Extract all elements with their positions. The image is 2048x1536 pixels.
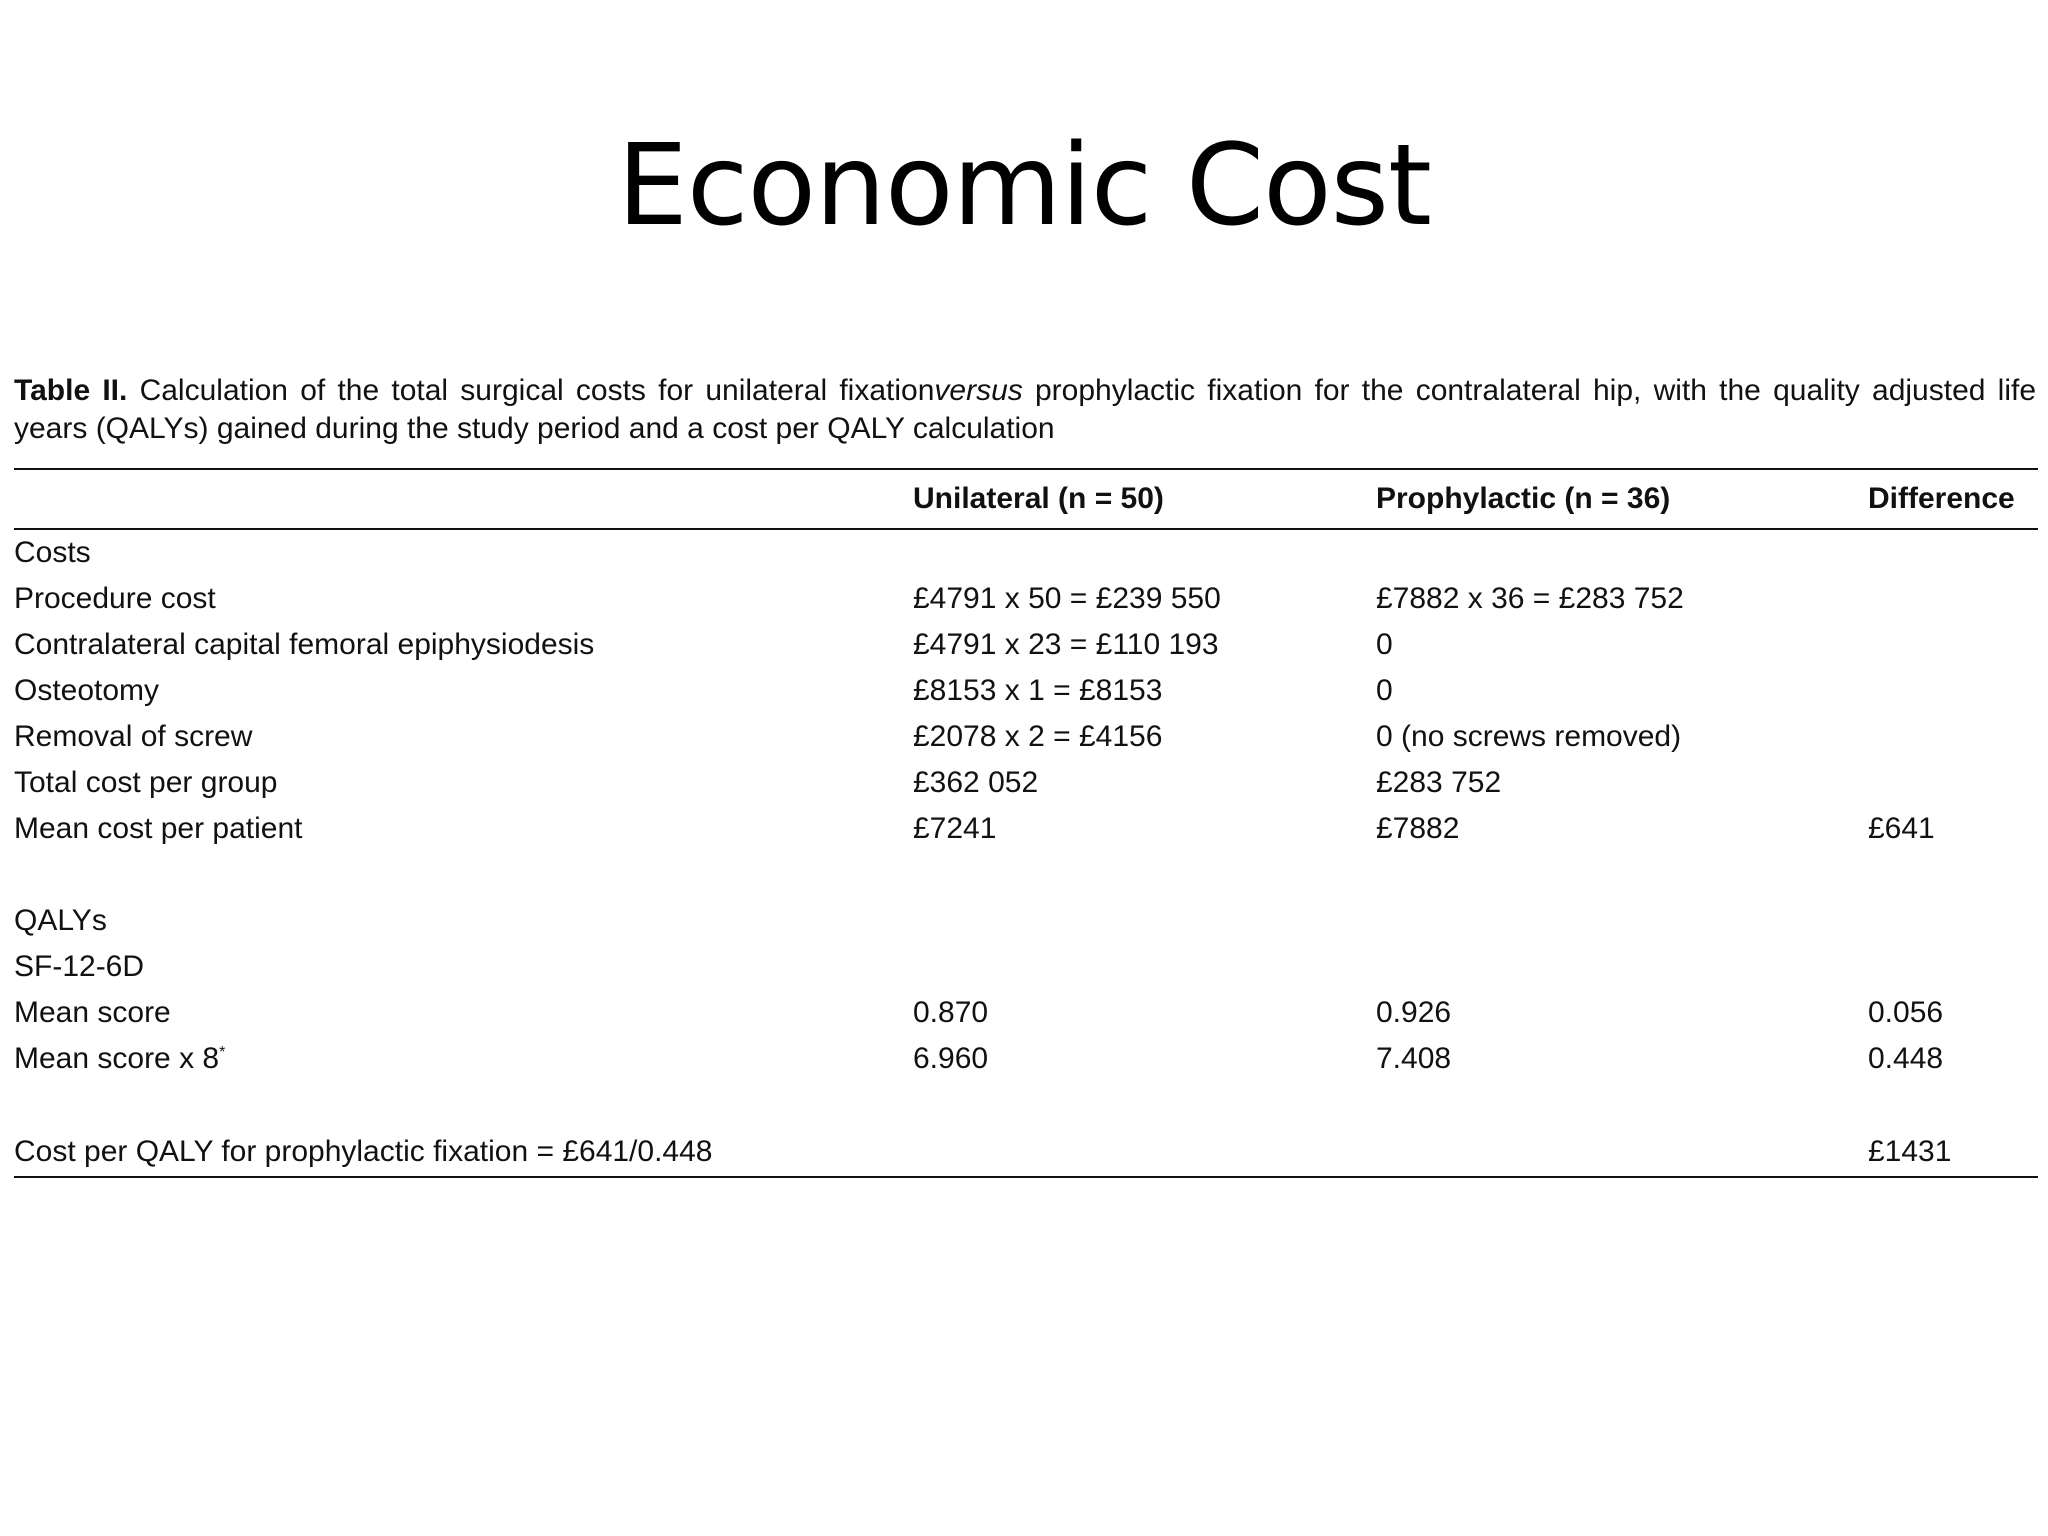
cell-difference — [1868, 1082, 2038, 1128]
table-row — [14, 529, 2038, 576]
cell-label: Contralateral capital femoral epiphysiodesis — [14, 628, 595, 661]
cell-prophylactic — [1376, 1082, 1868, 1128]
cell-difference — [1868, 714, 2038, 760]
table-row — [14, 806, 2038, 852]
table-spacer-row — [14, 852, 2038, 898]
cell-unilateral — [913, 1082, 1376, 1128]
cell-label: Cost per QALY for prophylactic fixation = £641/0.448 — [14, 1135, 713, 1168]
cell-difference — [1868, 760, 2038, 806]
table-row — [14, 576, 2038, 622]
table-row — [14, 760, 2038, 806]
cell-difference — [1868, 622, 2038, 668]
cell-label: SF-12-6D — [14, 950, 145, 983]
cell-label: QALYs — [14, 904, 107, 937]
slide-title: Economic Cost — [617, 121, 1431, 251]
cell-unilateral — [913, 898, 1376, 944]
cell-prophylactic — [1376, 898, 1868, 944]
cell-difference — [1868, 576, 2038, 622]
cell-unilateral: £362 052 — [913, 766, 1039, 799]
cell-difference — [1868, 852, 2038, 898]
cell-prophylactic — [1376, 944, 1868, 990]
cell-label — [14, 1082, 913, 1128]
header-difference: Difference — [1868, 482, 2015, 515]
cell-prophylactic: 0 — [1376, 628, 1393, 661]
cell-difference — [1868, 529, 2038, 576]
cell-unilateral: £8153 x 1 = £8153 — [913, 674, 1163, 707]
cell-label — [14, 852, 913, 898]
cell-difference: 0.448 — [1868, 1042, 1944, 1075]
cell-prophylactic — [1376, 529, 1868, 576]
header-prophylactic: Prophylactic (n = 36) — [1376, 482, 1671, 515]
cell-unilateral: 0.870 — [913, 996, 989, 1029]
cell-prophylactic — [1376, 852, 1868, 898]
footnote-marker: * — [219, 1044, 226, 1061]
cell-difference — [1868, 668, 2038, 714]
table-row — [14, 944, 2038, 990]
table-header-row — [14, 469, 2038, 529]
caption-text-before: Calculation of the total surgical costs for unilateral fixation — [127, 374, 935, 407]
cell-difference: £641 — [1868, 812, 1935, 845]
cell-unilateral: £4791 x 50 = £239 550 — [913, 582, 1221, 615]
table-footer-row — [14, 1128, 2038, 1177]
cell-label: Costs — [14, 536, 91, 569]
cell-prophylactic: £283 752 — [1376, 766, 1502, 799]
table-block — [14, 372, 2038, 1178]
cell-difference — [1868, 898, 2038, 944]
cell-prophylactic: 0 — [1376, 674, 1393, 707]
table-row — [14, 990, 2038, 1036]
cell-difference: £1431 — [1868, 1135, 1952, 1168]
caption-text-after: prophylactic fixation for the contralateral hip, with the quality adjusted life years (QALYs) gained during the study period and a cost per QALY calculation — [14, 374, 2037, 445]
cell-unilateral — [913, 944, 1376, 990]
cell-label-text: Mean score x 8 — [14, 1042, 220, 1075]
table-row — [14, 622, 2038, 668]
cell-label: Removal of screw — [14, 720, 253, 753]
cell-prophylactic: 0 (no screws removed) — [1376, 720, 1682, 753]
cell-label: Mean score — [14, 996, 171, 1029]
table-caption — [14, 372, 2038, 448]
cell-unilateral: 6.960 — [913, 1042, 989, 1075]
cell-label: Mean cost per patient — [14, 812, 303, 845]
table-row — [14, 714, 2038, 760]
cell-unilateral — [913, 852, 1376, 898]
table-row — [14, 668, 2038, 714]
table-spacer-row — [14, 1082, 2038, 1128]
cell-unilateral — [913, 1128, 1376, 1177]
header-unilateral: Unilateral (n = 50) — [913, 482, 1164, 515]
table-row — [14, 898, 2038, 944]
cost-table — [14, 468, 2038, 1178]
cell-unilateral — [913, 529, 1376, 576]
cell-difference — [1868, 944, 2038, 990]
table-row — [14, 1036, 2038, 1082]
caption-label: Table II. — [14, 374, 128, 407]
cell-label: Procedure cost — [14, 582, 216, 615]
cell-unilateral: £7241 — [913, 812, 997, 845]
cell-label: Osteotomy — [14, 674, 160, 707]
caption-italic: versus — [934, 374, 1023, 407]
cell-unilateral: £4791 x 23 = £110 193 — [913, 628, 1219, 661]
cell-prophylactic: 0.926 — [1376, 996, 1452, 1029]
cell-label — [14, 1036, 913, 1082]
cell-prophylactic — [1376, 1128, 1868, 1177]
cell-prophylactic: £7882 — [1376, 812, 1460, 845]
cell-prophylactic: £7882 x 36 = £283 752 — [1376, 582, 1684, 615]
cell-prophylactic: 7.408 — [1376, 1042, 1452, 1075]
header-blank — [14, 469, 913, 529]
cell-difference: 0.056 — [1868, 996, 1944, 1029]
cell-label: Total cost per group — [14, 766, 278, 799]
cell-unilateral: £2078 x 2 = £4156 — [913, 720, 1163, 753]
